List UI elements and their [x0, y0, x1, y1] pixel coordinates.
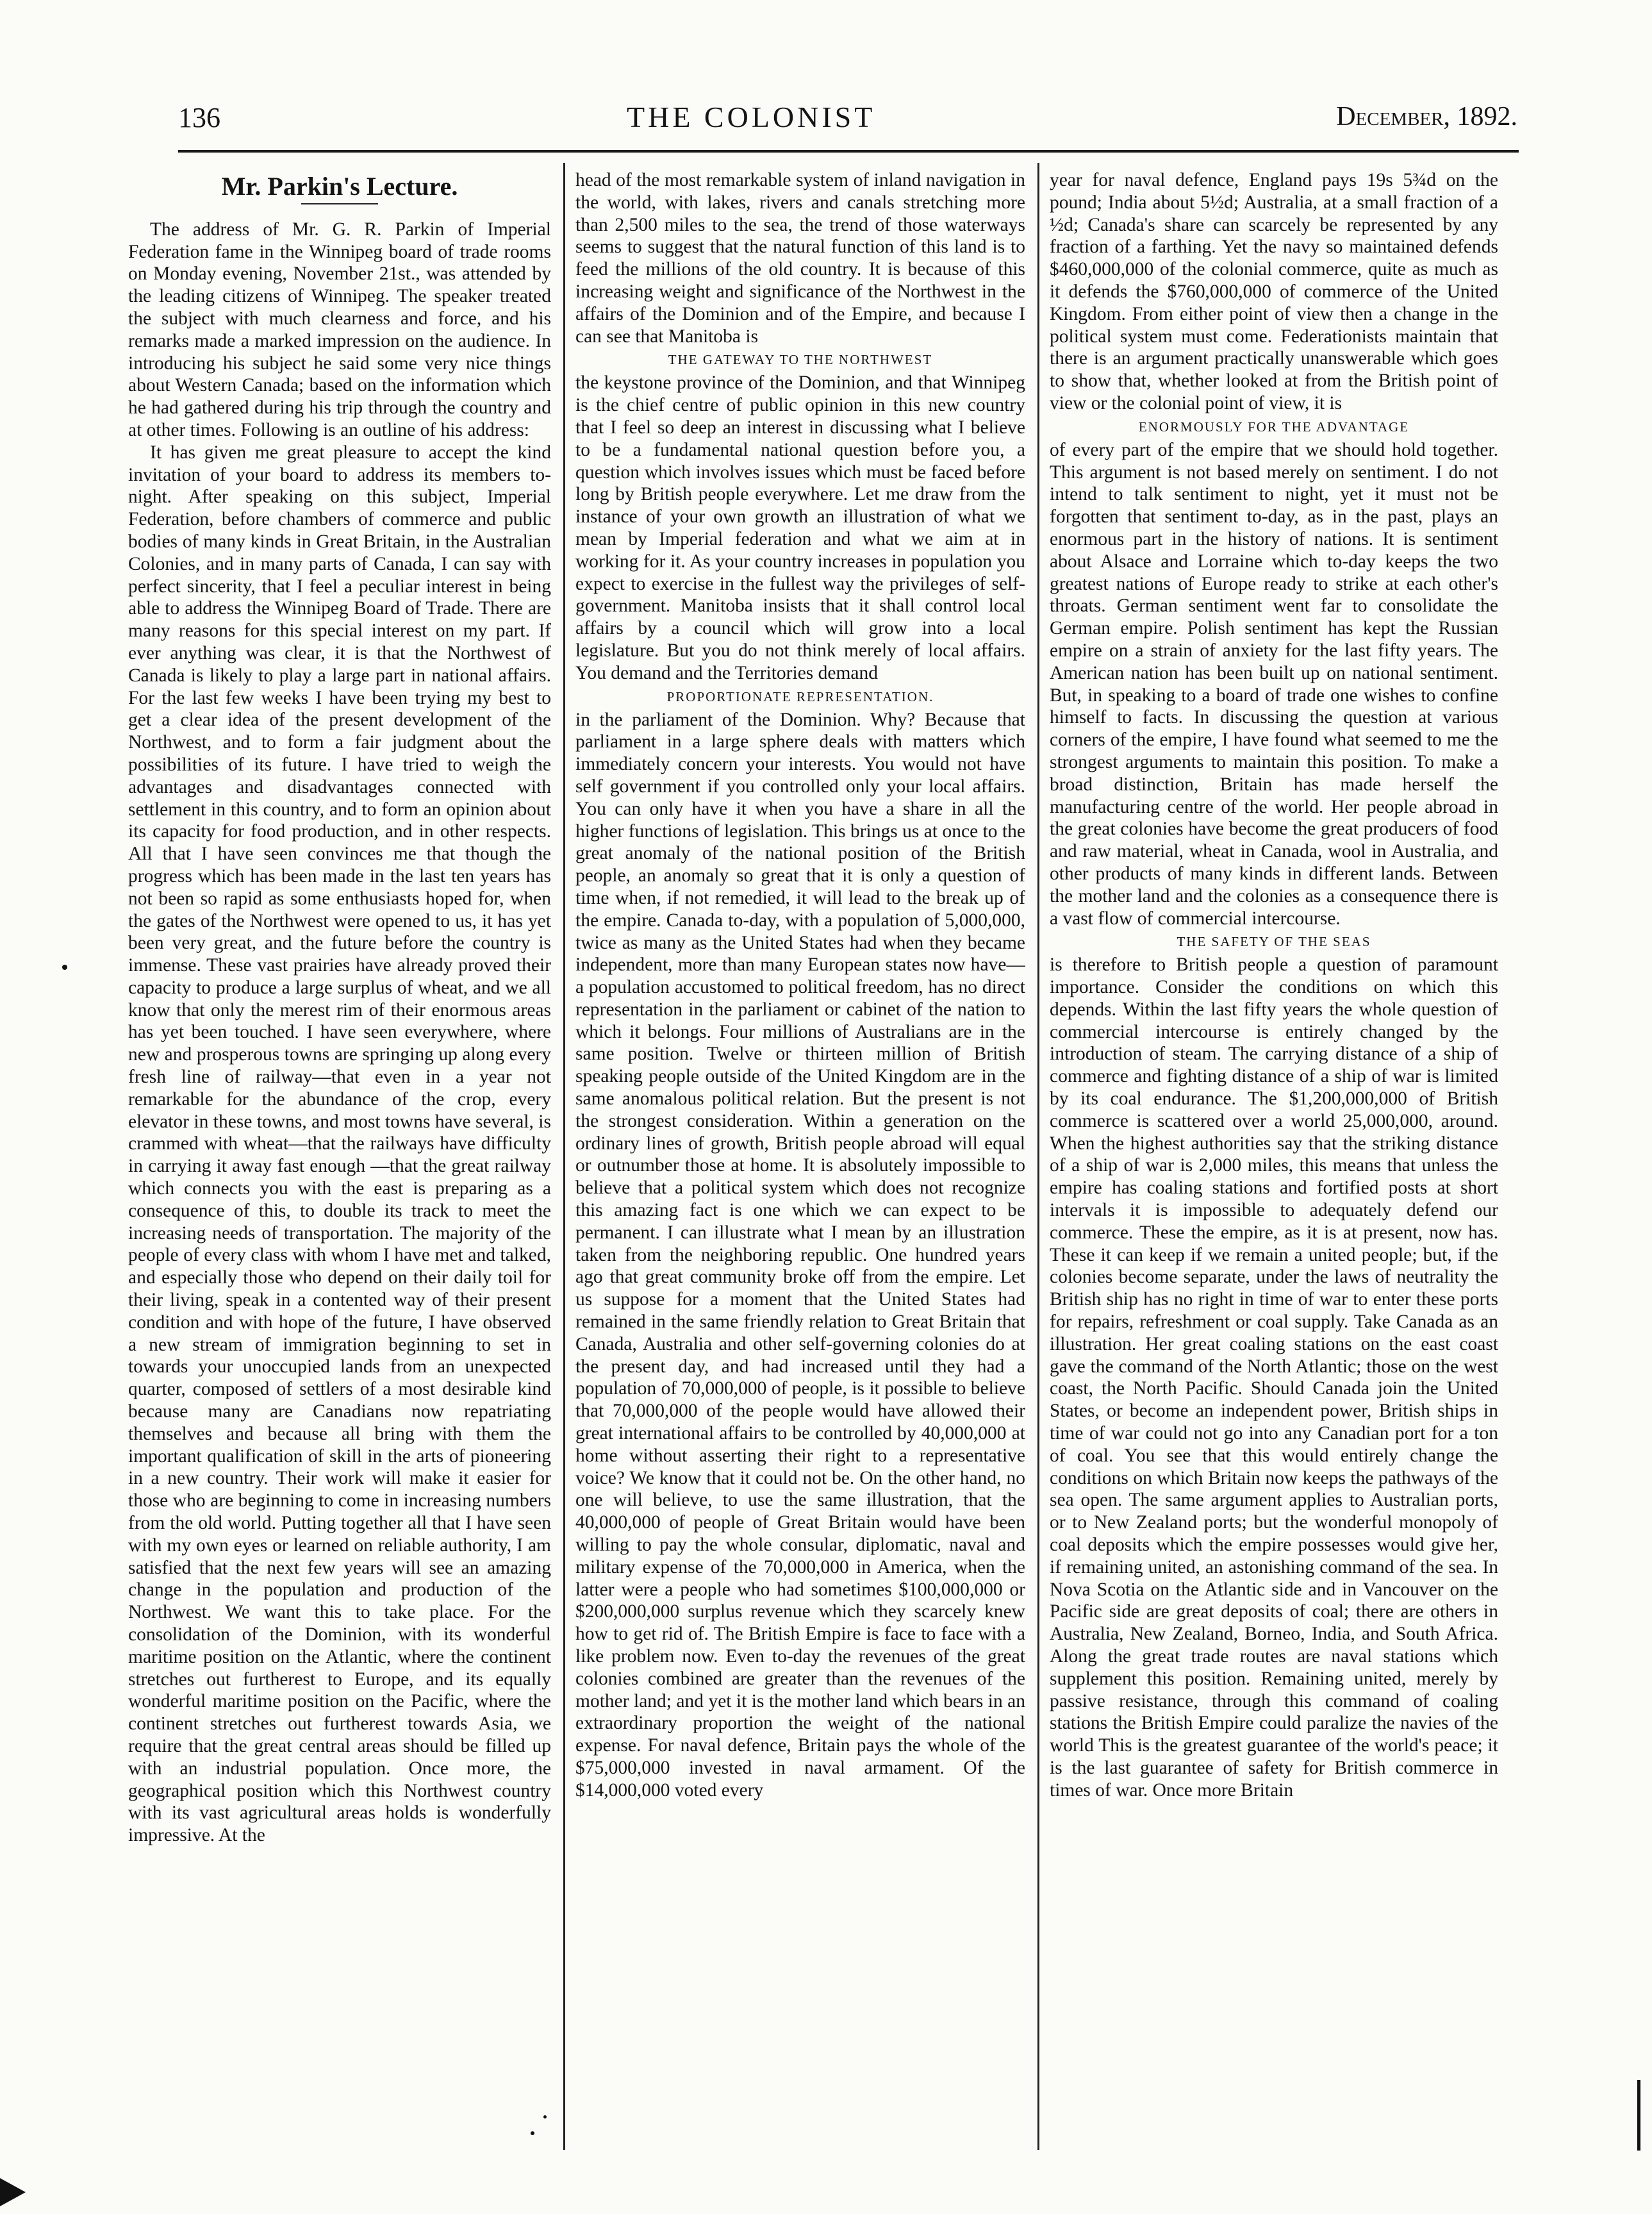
column-divider-2 — [1037, 163, 1039, 2150]
column-divider-1 — [563, 163, 565, 2150]
column-1 — [128, 169, 551, 2150]
subheading: THE GATEWAY TO THE NORTHWEST — [668, 352, 933, 368]
page-header — [178, 96, 1517, 141]
article-paragraph: year for naval defence, England pays 19s 5¾d on the pound; India about 5½d; Australia, at a small fraction of a ½d; Canada's share can scarcely be represented by any fraction of a farthing. Yet the navy so maintained defends $460,000,000 of the colonial commerce, quite as much as it defends the $760,000,000 of commerce of the United Kingdom. From either point of view then a change in the political system must come. Federationists maintain that there is an argument practically unanswerable which goes to show that, whether looked at from the British point of view or the colonial point of view, it is — [1050, 170, 1498, 413]
scan-speck — [531, 2131, 534, 2135]
article-title: Mr. Parkin's Lecture. — [221, 172, 458, 201]
issue-date: December, 1892. — [1336, 102, 1517, 131]
scan-speck — [543, 2115, 547, 2118]
article-paragraph: It has given me great pleasure to accept the kind invitation of your board to address its members to-night. After speaking on this subject, Imperial Federation, before chambers of commerce and public bodies of many kinds in Great Britain, in the Australian Colonies, and in many parts of Canada, I can say with perfect sincerity, that I feel a peculiar interest in being able to address the Winnipeg Board of Trade. There are many reasons for this special interest on my part. If ever anything was clear, it is that the Northwest of Canada is likely to play a large part in national affairs. For the last few weeks I have been trying my best to get a clear idea of the present development of the Northwest, and to form a fair judgment about the possibilities of its future. I have tried to weigh the advantages and disadvantages connected with settlement in this country, and to form an opinion about its capacity for food production, and in other respects. All that I have seen convinces me that though the progress which has been made in the last ten years has not been so rapid as some enthusiasts hoped for, when the gates of the Northwest were opened to us, it has yet been very great, and the future before the country is immense. These vast prairies have already proved their capacity to produce a large surplus of wheat, and we all know that only the merest rim of their enormous areas has yet been touched. I have seen everywhere, where new and prosperous towns are springing up along every fresh line of railway—that even in a year not remarkable for the abundance of the crop, every elevator in these towns, and most towns have several, is crammed with wheat—that the railways have difficulty in carrying it away fast enough —that the great railway which connects you with the east is preparing as a consequence of this, to double its track to meet the increasing needs of transportation. The majority of the people of every class with whom I have met and talked, and especially those who depend on their daily toil for their living, speak in a contented way of their present condition and with hope of the future, I have observed a new stream of immigration beginning to set in towards your unoccupied lands from an unexpected quarter, composed of settlers of a most desirable kind because many are Canadians now repatriating themselves and because all bring with them the important qualification of skill in the arts of pioneering in a new country. Their work will make it easier for those who are beginning to come in increasing numbers from the old world. Putting together all that I have seen with my own eyes or learned on reliable authority, I am satisfied that the next few years will see an amazing change in the population and production of the Northwest. We want this to take place. For the consolidation of the Dominion, with its wonderful maritime position on the Atlantic, where the continent stretches out furtherest to Europe, and its equally wonderful maritime position on the Pacific, where the continent stretches out furtherest towards Asia, we require that the great central areas should be filled up with an industrial population. Once more, the geographical position which this Northwest country with its vast agricultural areas holds is wonderfully impressive. At the — [128, 442, 551, 1846]
article-paragraph: the keystone province of the Dominion, and that Winnipeg is the chief centre of public opinion in this new country that I feel so deep an interest in discussing what I believe to be a fundamental national question before you, a question which involves issues which must be faced before long by British people everywhere. Let me draw from the instance of your own growth an illustration of what we mean by Imperial federation and what we aim at in working for it. As your country increases in population you expect to exercise in the fullest way the privileges of self-government. Manitoba insists that it shall control local affairs by a council which will grow into a local legislature. But you do not think merely of local affairs. You demand and the Territories demand — [575, 372, 1025, 683]
article-paragraph: of every part of the empire that we should hold together. This argument is not based merely on sentiment. I do not intend to talk sentiment to night, yet it must not be forgotten that sentiment to-day, as in the past, plays an enormous part in the history of nations. It is sentiment about Alsace and Lorraine which to-day keeps the two greatest nations of Europe ready to strike at each other's throats. German sentiment went far to consolidate the German empire. Polish sentiment has kept the Russian empire on a strain of anxiety for the last fifty years. The American nation has been built up on national sentiment. But, in speaking to a board of trade one wishes to confine himself to facts. In discussing the question at various corners of the empire, I have found what seemed to me the strongest arguments to maintain this position. To make a broad distinction, Britain has made herself the manufacturing centre of the world. Her people abroad in the great colonies have become the great producers of food and raw material, wheat in Canada, wool in Australia, and other products of many kinds in different lands. Between the mother land and the colonies as a consequence there is a vast flow of commercial intercourse. — [1050, 439, 1498, 929]
masthead: THE COLONIST — [627, 101, 876, 133]
article-paragraph: The address of Mr. G. R. Parkin of Imperial Federation fame in the Winnipeg board of trade rooms on Monday evening, November 21st., was attended by the leading citizens of Winnipeg. The speaker treated the subject with much clearness and force, and his remarks made a marked impression on the audience. In introducing his subject he said some very nice things about Western Canada; based on the information which he had gathered during his trip through the country and at other times. Following is an outline of his address: — [128, 219, 551, 440]
article-paragraph: is therefore to British people a question of paramount importance. Consider the conditions on which this depends. Within the last fifty years the whole question of commercial intercourse is entirely changed by the introduction of steam. The carrying distance of a ship of commerce and fighting distance of a ship of war is limited by its coal endurance. The $1,200,000,000 of British commerce is scattered over a world 25,000,000, around. When the highest authorities say that the striking distance of a ship of war is 2,000 miles, this means that unless the empire has coaling stations and fortified posts at short intervals it is impossible to adequately defend our commerce. These the empire, as it is at present, now has. These it can keep if we remain a united people; but, if the colonies become separate, under the laws of neutrality the British ship has no right in time of war to enter these ports for repairs, refreshment or coal supply. Take Canada as an illustration. Her great coaling stations on the east coast gave the command of the North Atlantic; those on the west coast, the North Pacific. Should Canada join the United States, or become an independent power, British ships in time of war could not go into any Canadian port for a ton of coal. You see that this would entirely change the conditions on which Britain now keeps the pathways of the sea open. The same argument applies to Australian ports, or to New Zealand ports; but the wonderful monopoly of coal deposits which the empire possesses would give her, if remaining united, an astonishing command of the sea. In Nova Scotia on the Atlantic side and in Vancouver on the Pacific side are great deposits of coal; there are others in Australia, New Zealand, Borneo, India, and South Africa. Along the great trade routes are naval stations which supplement this position. Remaining united, merely by passive resistance, through this command of coaling stations the British Empire could paralize the navies of the world This is the greatest guarantee of the world's peace; it is the last guarantee of safety for British commerce in times of war. Once more Britain — [1050, 954, 1498, 1801]
title-rule — [301, 203, 378, 204]
article-paragraph: head of the most remarkable system of inland navigation in the world, with lakes, rivers and canals stretching more than 2,500 miles to the sea, the trend of those waterways seems to suggest that the natural function of this land is to feed the millions of the old country. It is because of this increasing weight and significance of the Northwest in the affairs of the Dominion and of the Empire, and because I can see that Manitoba is — [575, 170, 1025, 347]
subheading: ENORMOUSLY FOR THE ADVANTAGE — [1138, 419, 1410, 435]
scan-corner-mark — [0, 2178, 26, 2206]
scan-speck — [1637, 2080, 1640, 2151]
subheading: THE SAFETY OF THE SEAS — [1177, 934, 1371, 950]
subheading: PROPORTIONATE REPRESENTATION. — [666, 688, 934, 704]
header-rule — [178, 150, 1519, 153]
column-2 — [575, 169, 1025, 2150]
column-3 — [1050, 169, 1498, 2150]
article-paragraph: in the parliament of the Dominion. Why? Because that parliament in a large sphere deals with matters which immediately concern your interests. You would not have self government if you controlled only your local affairs. You can only have it when you have a share in all the higher functions of legislation. This brings us at once to the great anomaly of the national position of the British people, an anomaly so great that it is only a question of time when, if not remedied, it will lead to the break up of the empire. Canada to-day, with a population of 5,000,000, twice as many as the United States had when they became independent, more than many European states now have—a population accustomed to political freedom, has no direct representation in the parliament or cabinet of the nation to which it belongs. Four millions of Australians are in the same position. Twelve or thirteen million of British speaking people outside of the United Kingdom are in the same anomalous political relation. But the present is not the strongest consideration. Within a generation on the ordinary lines of growth, British people abroad will equal or outnumber those at home. It is absolutely impossible to believe that a political system which does not recognize this amazing fact is one which we can expect to be permanent. I can illustrate what I mean by an illustration taken from the neighboring republic. One hundred years ago that great community broke off from the empire. Let us suppose for a moment that the United States had remained in the same friendly relation to Great Britain that Canada, Australia and other self-governing colonies do at the present day, and had increased until they had a population of 70,000,000 of people, is it possible to believe that 70,000,000 of the people would have allowed their great international affairs to be controlled by 40,000,000 at home without asserting their right to a representative voice? We know that it could not be. On the other hand, no one will believe, to use the same illustration, that the 40,000,000 of people of Great Britain would have been willing to pay the whole consular, diplomatic, naval and military expense of the 70,000,000 in America, when the latter were a people who had sometimes $100,000,000 or $200,000,000 surplus revenue which they scarcely knew how to get rid of. The British Empire is face to face with a like problem now. Even to-day the revenues of the great colonies combined are greater than the revenues of the mother land; and yet it is the mother land which bears in an extraordinary proportion the weight of the national expense. For naval defence, Britain pays the whole of the $75,000,000 invested in naval armament. Of the $14,000,000 voted every — [575, 709, 1025, 1801]
page-number: 136 — [178, 102, 220, 133]
scan-speck — [62, 965, 67, 970]
